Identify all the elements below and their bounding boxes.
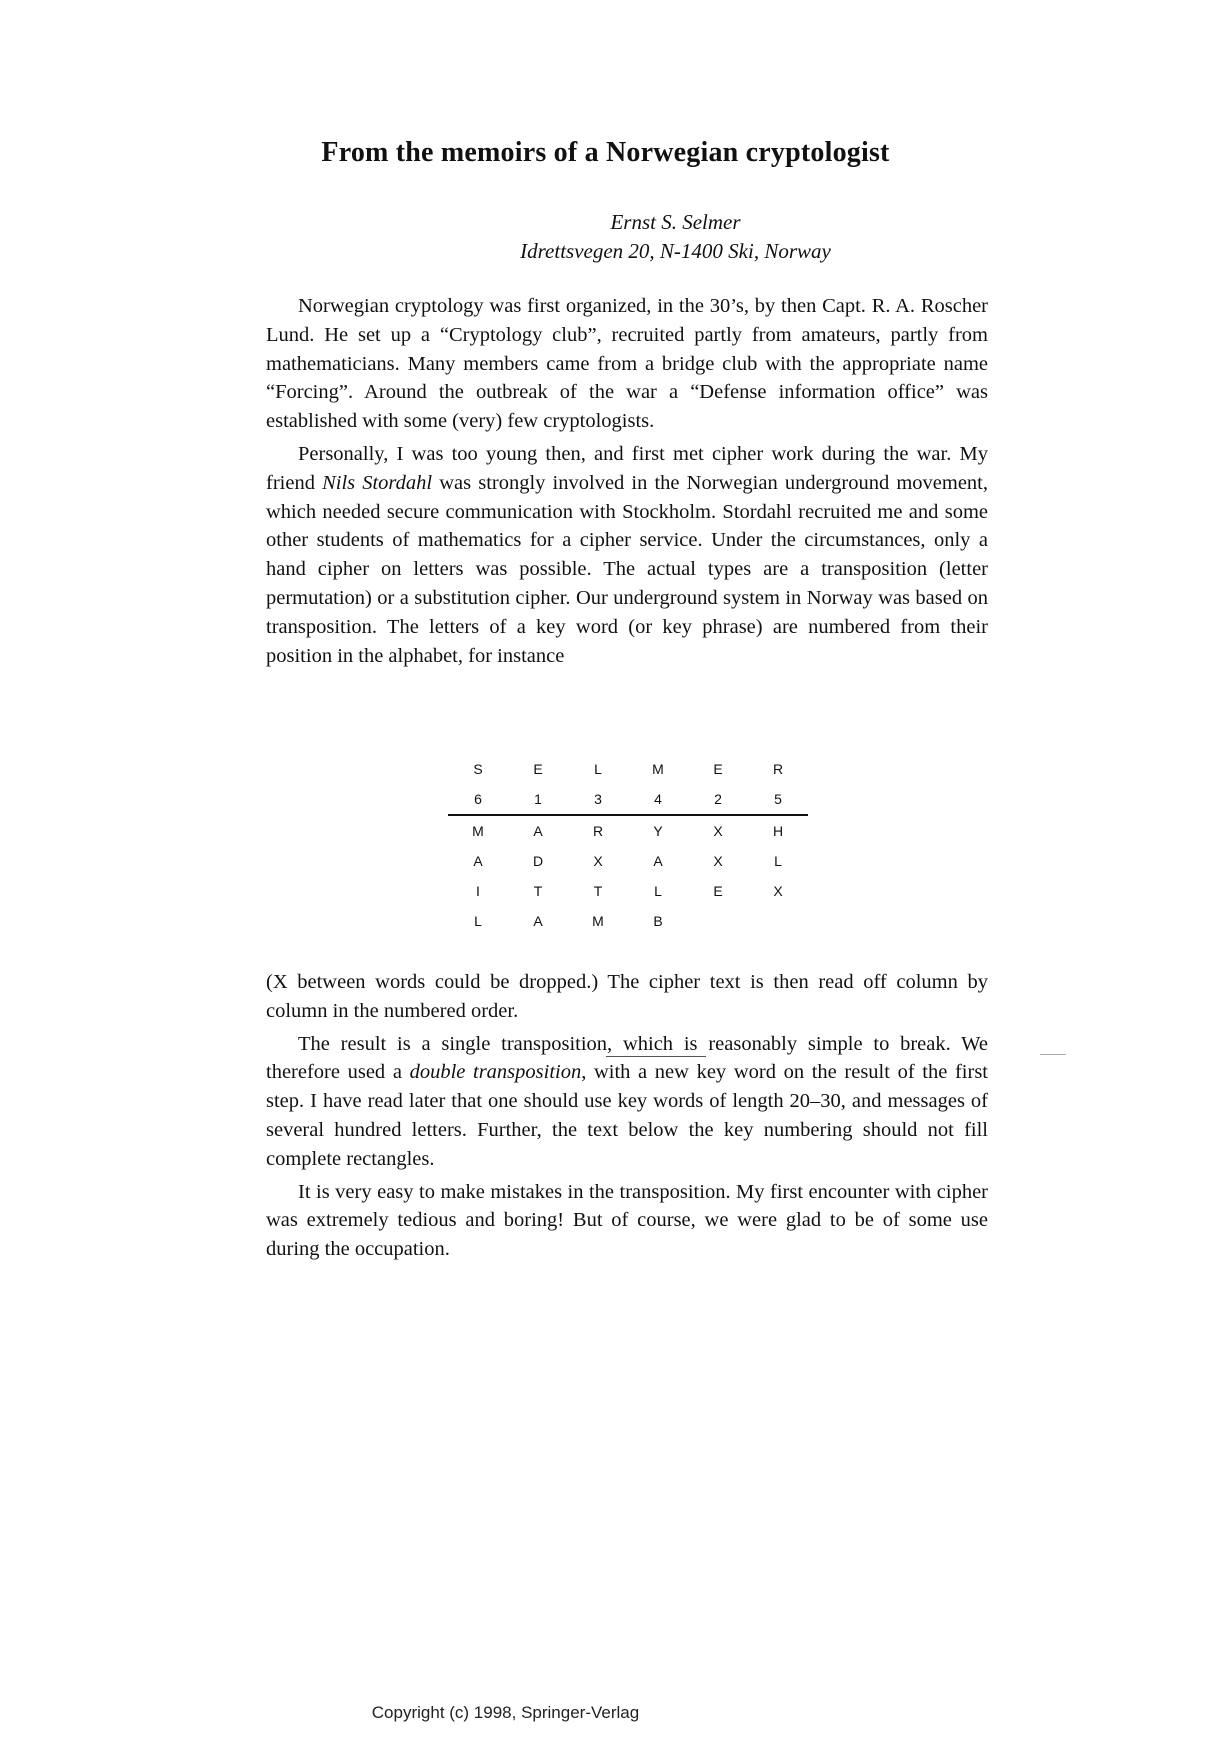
body-text-top: [266, 292, 988, 670]
plaintext-letter: R: [592, 823, 604, 839]
plaintext-row: [448, 876, 808, 906]
paper-title: From the memoirs of a Norwegian cryptologist: [321, 137, 890, 168]
key-row: [448, 754, 808, 784]
plaintext-letter: [688, 906, 748, 936]
plaintext-row: [448, 846, 808, 876]
transposition-table: [448, 754, 808, 936]
paragraph-3: (X between words could be dropped.) The cipher text is then read off column by column in the numbered order.: [266, 971, 988, 1022]
paragraph-5: It is very easy to make mistakes in the transposition. My first encounter with cipher was extremely tedious and boring! But of course, we were glad to be of some use during the occupation.: [266, 1180, 988, 1261]
plaintext-letter: A: [473, 853, 483, 869]
plaintext-letter: A: [533, 823, 543, 839]
paragraph-4-part-1: The result is a single transposition, which is reasonably simple to break. We therefore used a: [266, 1032, 988, 1084]
plaintext-letter: E: [713, 883, 723, 899]
plaintext-letter: [748, 906, 808, 936]
plaintext-letter: X: [593, 853, 603, 869]
scan-mark: [1040, 1054, 1066, 1055]
key-number: 4: [628, 784, 688, 815]
plaintext-letter: X: [713, 853, 723, 869]
paragraph-2-emphasis: Nils Stordahl: [322, 471, 433, 494]
plaintext-letter: A: [653, 853, 663, 869]
body-text-bottom: [266, 968, 988, 1264]
paragraph-1: Norwegian cryptology was first organized, in the 30’s, by then Capt. R. A. Roscher Lund. He set up a “Cryptology club”, recruited partly from amateurs, partly from mathematicians. Many members came from a bridge club with the appropriate name “Forcing”. Around the outbreak of the war a “Defense information office” was established with some (very) few cryptologists.: [266, 295, 988, 433]
key-letter: L: [594, 761, 602, 777]
plaintext-letter: X: [713, 823, 723, 839]
plaintext-letter: A: [533, 913, 543, 929]
paragraph-2: [266, 440, 988, 670]
key-number: 1: [508, 784, 568, 815]
key-number: 3: [568, 784, 628, 815]
number-row: [448, 784, 808, 815]
plaintext-letter: T: [533, 883, 543, 899]
plaintext-letter: T: [593, 883, 603, 899]
plaintext-letter: M: [472, 823, 484, 839]
plaintext-letter: B: [653, 913, 663, 929]
key-letter: R: [772, 761, 784, 777]
plaintext-letter: L: [474, 913, 482, 929]
plaintext-row: [448, 906, 808, 936]
plaintext-letter: L: [774, 853, 782, 869]
plaintext-letter: I: [476, 883, 480, 899]
key-number: 5: [748, 784, 808, 815]
paragraph-2-part-2: was strongly involved in the Norwegian underground movement, which needed secure communication with Stockholm. Stordahl recruited me and some other students of mathematics for a cipher service. Under the circumstances, only a hand cipher on letters was possible. The actual types are a transposition (letter permutation) or a substitution cipher. Our underground system in Norway was based on transposition. The letters of a key word (or key phrase) are numbered from their position in the alphabet, for instance: [266, 471, 988, 667]
end-rule: [606, 1056, 706, 1057]
plaintext-letter: M: [592, 913, 604, 929]
key-letter: M: [652, 761, 664, 777]
plaintext-letter: X: [773, 883, 783, 899]
paragraph-4-part-2: , with a new key word on the result of the first step. I have read later that one should use key words of length 20–30, and messages of several hundred letters. Further, the text below the key numbering should not fill complete rectangles.: [266, 1061, 988, 1170]
plaintext-letter: Y: [653, 823, 663, 839]
paragraph-4: [266, 1030, 988, 1174]
paragraph-4-emphasis: double transposition: [409, 1061, 582, 1084]
key-number: 6: [448, 784, 508, 815]
key-letter: E: [713, 761, 723, 777]
key-letter: S: [473, 761, 483, 777]
author-name: Ernst S. Selmer: [610, 210, 741, 234]
plaintext-letter: D: [532, 853, 544, 869]
plaintext-row: [448, 815, 808, 846]
key-number: 2: [688, 784, 748, 815]
paragraph-2-part-1: Personally, I was too young then, and first met cipher work during the war. My friend: [266, 442, 988, 494]
author-address: Idrettsvegen 20, N-1400 Ski, Norway: [520, 239, 831, 263]
copyright-footer: Copyright (c) 1998, Springer-Verlag: [371, 1703, 640, 1722]
key-letter: E: [533, 761, 543, 777]
plaintext-letter: L: [654, 883, 662, 899]
plaintext-letter: H: [772, 823, 784, 839]
